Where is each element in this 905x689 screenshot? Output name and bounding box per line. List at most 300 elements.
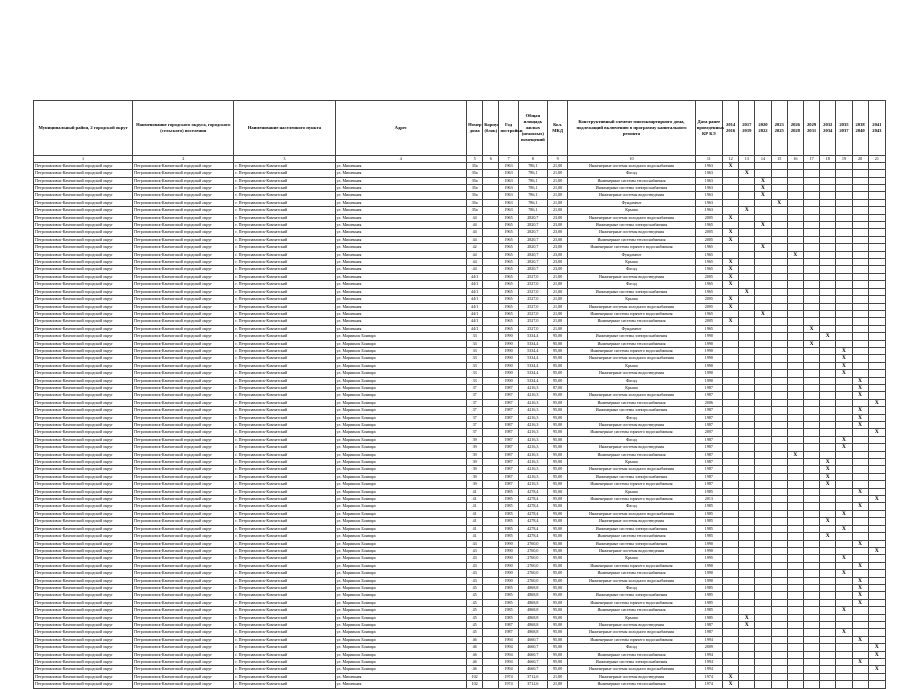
year-mark-cell: X	[820, 481, 836, 488]
year-mark-cell	[803, 547, 819, 554]
table-row	[34, 570, 886, 577]
table-cell: 4216,3	[518, 414, 547, 421]
table-row	[34, 518, 886, 525]
table-cell: Петропавловск-Камчатский городской округ	[133, 525, 234, 532]
year-mark-cell	[755, 525, 771, 532]
table-cell: г. Петропавловск-Камчатский	[234, 259, 335, 266]
table-cell: Петропавловск-Камчатский городской округ	[34, 577, 133, 584]
table-cell: 1990	[695, 377, 722, 384]
year-mark-cell	[852, 318, 868, 325]
table-cell: Фасад	[568, 644, 695, 651]
year-mark-cell	[787, 170, 803, 177]
table-cell: г. Петропавловск-Камчатский	[234, 473, 335, 480]
year-mark-cell	[771, 185, 787, 192]
year-mark-cell	[836, 451, 852, 458]
table-cell: 44/1	[467, 273, 483, 280]
year-mark-cell	[868, 325, 885, 332]
year-mark-cell	[820, 629, 836, 636]
year-mark-cell	[803, 422, 819, 429]
year-mark-cell	[755, 414, 771, 421]
table-cell: Петропавловск-Камчатский городской округ	[133, 607, 234, 614]
table-cell: 37	[467, 399, 483, 406]
table-cell: 33	[467, 340, 483, 347]
table-cell: Петропавловск-Камчатский городской округ	[34, 681, 133, 688]
year-mark-cell	[739, 259, 755, 266]
column-number: 21	[868, 156, 885, 163]
year-mark-cell	[755, 621, 771, 628]
table-row	[34, 236, 886, 243]
year-mark-cell	[820, 318, 836, 325]
year-mark-cell: X	[723, 236, 739, 243]
table-cell: г. Петропавловск-Камчатский	[234, 503, 335, 510]
year-mark-cell	[755, 651, 771, 658]
column-number: 15	[771, 156, 787, 163]
table-cell: Фундамент	[568, 251, 695, 258]
table-row	[34, 651, 886, 658]
table-cell: 1965	[499, 266, 518, 273]
table-cell: 39	[467, 451, 483, 458]
table-cell: 4216,3	[518, 473, 547, 480]
table-cell	[483, 459, 499, 466]
table-cell: 23,00	[548, 259, 568, 266]
table-cell	[483, 355, 499, 362]
table-cell: 95,00	[548, 333, 568, 340]
table-cell	[483, 503, 499, 510]
table-cell: Фасад	[568, 436, 695, 443]
year-mark-cell	[739, 281, 755, 288]
table-cell	[483, 614, 499, 621]
table-cell: Петропавловск-Камчатский городской округ	[34, 555, 133, 562]
year-mark-cell	[820, 162, 836, 169]
table-row	[34, 473, 886, 480]
table-cell: Инженерные системы электроснабжения	[568, 525, 695, 532]
year-mark-cell	[739, 199, 755, 206]
year-mark-cell	[803, 384, 819, 391]
year-mark-cell	[787, 570, 803, 577]
year-mark-cell	[803, 377, 819, 384]
table-cell: 1987	[499, 414, 518, 421]
table-cell: 37	[467, 392, 483, 399]
table-cell: 4868,8	[518, 607, 547, 614]
table-cell	[483, 185, 499, 192]
year-mark-cell	[787, 473, 803, 480]
year-mark-cell	[771, 629, 787, 636]
table-cell: 1965	[499, 244, 518, 251]
year-mark-cell	[803, 303, 819, 310]
year-mark-cell	[723, 651, 739, 658]
table-cell: 43	[467, 547, 483, 554]
table-cell: 4278,4	[518, 496, 547, 503]
table-cell: 95,00	[548, 540, 568, 547]
table-cell: 21,00	[548, 318, 568, 325]
table-cell: 4278,4	[518, 510, 547, 517]
table-cell: 1965	[499, 310, 518, 317]
year-mark-cell	[787, 666, 803, 673]
year-mark-cell	[755, 170, 771, 177]
year-mark-cell	[836, 273, 852, 280]
year-mark-cell: X	[868, 429, 885, 436]
year-mark-cell	[755, 607, 771, 614]
year-mark-cell	[787, 481, 803, 488]
table-cell: 1965	[499, 318, 518, 325]
table-cell: 1990	[695, 562, 722, 569]
year-mark-cell	[803, 244, 819, 251]
year-mark-cell: X	[723, 259, 739, 266]
table-cell: 2820,7	[518, 251, 547, 258]
table-cell: ул. Мишенная	[335, 229, 467, 236]
table-cell: Петропавловск-Камчатский городской округ	[34, 384, 133, 391]
table-cell	[483, 259, 499, 266]
table-row	[34, 266, 886, 273]
year-mark-cell	[868, 592, 885, 599]
table-cell: 44	[467, 222, 483, 229]
year-mark-cell	[771, 310, 787, 317]
table-cell: 37	[467, 414, 483, 421]
year-mark-cell	[820, 370, 836, 377]
year-mark-cell	[723, 570, 739, 577]
table-cell: Инженерные системы электроснабжения	[568, 473, 695, 480]
table-cell: ул. Мариинск Бонвара	[335, 533, 467, 540]
table-cell: 1994	[695, 659, 722, 666]
table-cell: 33	[467, 377, 483, 384]
table-cell: 95,00	[548, 570, 568, 577]
year-mark-cell	[787, 510, 803, 517]
column-number-row	[34, 156, 886, 163]
year-mark-cell: X	[852, 599, 868, 606]
table-cell	[483, 318, 499, 325]
year-mark-cell	[755, 666, 771, 673]
year-mark-cell	[787, 444, 803, 451]
table-cell: г. Петропавловск-Камчатский	[234, 599, 335, 606]
column-number: 11	[695, 156, 722, 163]
column-header: Дата ранее проведенных КР КЭ	[695, 101, 722, 156]
year-mark-cell	[820, 614, 836, 621]
year-mark-cell	[852, 370, 868, 377]
table-cell: г. Петропавловск-Камчатский	[234, 451, 335, 458]
year-mark-cell	[771, 570, 787, 577]
table-cell: 4868,8	[518, 584, 547, 591]
year-mark-cell	[755, 451, 771, 458]
table-cell	[483, 451, 499, 458]
table-cell: 1995	[695, 555, 722, 562]
year-mark-cell	[836, 592, 852, 599]
year-mark-cell	[803, 370, 819, 377]
year-mark-cell	[739, 318, 755, 325]
table-cell: 23,00	[548, 222, 568, 229]
year-mark-cell	[868, 459, 885, 466]
year-mark-cell	[755, 444, 771, 451]
table-cell: 95,00	[548, 459, 568, 466]
year-mark-cell	[868, 177, 885, 184]
year-mark-cell	[868, 577, 885, 584]
table-cell: 39	[467, 436, 483, 443]
year-mark-cell	[820, 266, 836, 273]
year-mark-cell	[852, 325, 868, 332]
table-cell: 2760,0	[518, 540, 547, 547]
table-cell: 95,00	[548, 496, 568, 503]
year-mark-cell	[868, 570, 885, 577]
table-cell: Петропавловск-Камчатский городской округ	[34, 207, 133, 214]
column-header: 2026 2028	[787, 101, 803, 156]
year-mark-cell	[820, 562, 836, 569]
table-cell: 1994	[695, 636, 722, 643]
table-cell: 1987	[695, 621, 722, 628]
year-mark-cell	[868, 510, 885, 517]
year-mark-cell	[852, 459, 868, 466]
table-cell: 1965	[499, 222, 518, 229]
year-mark-cell	[836, 185, 852, 192]
year-mark-cell	[739, 177, 755, 184]
table-cell: г. Петропавловск-Камчатский	[234, 444, 335, 451]
year-mark-cell	[836, 488, 852, 495]
table-cell: 1990	[695, 370, 722, 377]
table-cell: 95,00	[548, 577, 568, 584]
year-mark-cell	[787, 540, 803, 547]
year-mark-cell	[803, 429, 819, 436]
table-cell: Петропавловск-Камчатский городской округ	[34, 570, 133, 577]
year-mark-cell	[803, 347, 819, 354]
year-mark-cell	[771, 177, 787, 184]
year-mark-cell	[803, 607, 819, 614]
table-cell: 4216,3	[518, 407, 547, 414]
table-cell	[483, 192, 499, 199]
table-cell: ул. Мариинск Бонвара	[335, 347, 467, 354]
year-mark-cell	[739, 518, 755, 525]
year-mark-cell	[868, 540, 885, 547]
table-cell: Петропавловск-Камчатский городской округ	[133, 481, 234, 488]
year-mark-cell: X	[852, 659, 868, 666]
table-cell	[483, 414, 499, 421]
year-mark-cell	[739, 392, 755, 399]
table-cell: 4216,3	[518, 399, 547, 406]
year-mark-cell	[739, 273, 755, 280]
table-cell: ул. Мариинск Бонвара	[335, 592, 467, 599]
year-mark-cell	[852, 296, 868, 303]
table-cell	[483, 488, 499, 495]
year-mark-cell	[868, 296, 885, 303]
table-cell: Петропавловск-Камчатский городской округ	[133, 518, 234, 525]
table-cell: Крыша	[568, 296, 695, 303]
table-row	[34, 644, 886, 651]
table-cell: 1965	[499, 236, 518, 243]
year-mark-cell	[739, 555, 755, 562]
year-mark-cell	[723, 540, 739, 547]
year-mark-cell	[836, 547, 852, 554]
year-mark-cell	[787, 370, 803, 377]
year-mark-cell	[852, 192, 868, 199]
table-cell: 2005	[695, 214, 722, 221]
year-mark-cell	[803, 229, 819, 236]
table-cell: Инженерные системы теплоснабжения	[568, 681, 695, 688]
table-cell: ул. Мишенная	[335, 318, 467, 325]
table-cell: г. Петропавловск-Камчатский	[234, 547, 335, 554]
year-mark-cell	[755, 659, 771, 666]
table-cell: 1987	[499, 451, 518, 458]
table-cell: 44/1	[467, 296, 483, 303]
year-mark-cell	[787, 333, 803, 340]
table-cell: г. Петропавловск-Камчатский	[234, 303, 335, 310]
table-cell: Инженерные системы теплоснабжения	[568, 340, 695, 347]
table-cell: Петропавловск-Камчатский городской округ	[133, 310, 234, 317]
table-cell: 1963	[695, 170, 722, 177]
year-mark-cell: X	[820, 533, 836, 540]
table-cell: ул. Мишенная	[335, 273, 467, 280]
table-cell: Петропавловск-Камчатский городской округ	[133, 214, 234, 221]
table-cell: 1985	[695, 503, 722, 510]
column-number: 5	[467, 156, 483, 163]
year-mark-cell	[820, 644, 836, 651]
table-cell	[483, 370, 499, 377]
table-cell: Петропавловск-Камчатский городской округ	[34, 510, 133, 517]
table-row	[34, 444, 886, 451]
year-mark-cell	[868, 621, 885, 628]
year-mark-cell	[787, 422, 803, 429]
table-cell: 1990	[695, 540, 722, 547]
year-mark-cell	[852, 399, 868, 406]
table-cell: 1985	[499, 525, 518, 532]
year-mark-cell	[868, 392, 885, 399]
table-cell: 1963	[499, 162, 518, 169]
table-cell: 23,00	[548, 266, 568, 273]
year-mark-cell	[852, 621, 868, 628]
year-mark-cell	[852, 436, 868, 443]
table-cell: 45	[467, 614, 483, 621]
table-cell: Петропавловск-Камчатский городской округ	[133, 407, 234, 414]
column-number: 17	[803, 156, 819, 163]
table-cell: 44	[467, 229, 483, 236]
table-cell: 1987	[499, 384, 518, 391]
table-cell	[483, 407, 499, 414]
table-cell: 1965	[499, 251, 518, 258]
table-cell: 4868,8	[518, 621, 547, 628]
year-mark-cell: X	[755, 222, 771, 229]
table-cell: Петропавловск-Камчатский городской округ	[133, 644, 234, 651]
table-cell: Инженерные системы холодного водоснабжения	[568, 510, 695, 517]
year-mark-cell	[868, 533, 885, 540]
year-mark-cell	[836, 659, 852, 666]
year-mark-cell	[820, 673, 836, 680]
year-mark-cell	[755, 459, 771, 466]
table-cell: 1963	[695, 192, 722, 199]
year-mark-cell	[820, 496, 836, 503]
table-cell: 786,1	[518, 177, 547, 184]
year-mark-cell: X	[739, 614, 755, 621]
year-mark-cell: X	[723, 273, 739, 280]
table-cell: 1974	[499, 681, 518, 688]
year-mark-cell	[836, 236, 852, 243]
year-mark-cell	[755, 436, 771, 443]
table-cell: Петропавловск-Камчатский городской округ	[34, 303, 133, 310]
table-cell: 4868,8	[518, 614, 547, 621]
year-mark-cell	[836, 325, 852, 332]
year-mark-cell	[803, 570, 819, 577]
table-cell: 4278,4	[518, 518, 547, 525]
year-mark-cell: X	[852, 422, 868, 429]
table-cell	[483, 496, 499, 503]
table-cell: Петропавловск-Камчатский городской округ	[133, 296, 234, 303]
year-mark-cell: X	[836, 510, 852, 517]
year-mark-cell	[739, 451, 755, 458]
year-mark-cell	[820, 177, 836, 184]
table-cell: г. Петропавловск-Камчатский	[234, 436, 335, 443]
table-cell: г. Петропавловск-Камчатский	[234, 229, 335, 236]
year-mark-cell	[723, 444, 739, 451]
year-mark-cell	[739, 296, 755, 303]
table-row	[34, 162, 886, 169]
table-cell: г. Петропавловск-Камчатский	[234, 659, 335, 666]
table-cell: Петропавловск-Камчатский городской округ	[133, 229, 234, 236]
year-mark-cell	[852, 533, 868, 540]
year-mark-cell	[803, 562, 819, 569]
table-cell: ул. Мишенная	[335, 214, 467, 221]
table-cell: Петропавловск-Камчатский городской округ	[133, 444, 234, 451]
year-mark-cell	[739, 607, 755, 614]
table-cell: 21,00	[548, 281, 568, 288]
year-mark-cell	[852, 244, 868, 251]
table-cell	[483, 570, 499, 577]
table-cell: г. Петропавловск-Камчатский	[234, 629, 335, 636]
column-header: 2038 2040	[852, 101, 868, 156]
year-mark-cell	[868, 170, 885, 177]
table-cell: Фасад	[568, 503, 695, 510]
table-cell: 95,00	[548, 362, 568, 369]
table-row	[34, 488, 886, 495]
table-cell: Петропавловск-Камчатский городской округ	[34, 525, 133, 532]
year-mark-cell	[803, 681, 819, 688]
year-mark-cell	[755, 466, 771, 473]
table-cell: Петропавловск-Камчатский городской округ	[34, 281, 133, 288]
table-cell: Инженерные системы водоотведения	[568, 229, 695, 236]
year-mark-cell	[868, 303, 885, 310]
year-mark-cell	[868, 436, 885, 443]
table-row	[34, 222, 886, 229]
table-cell: ул. Мишенная	[335, 266, 467, 273]
table-cell: 46	[467, 644, 483, 651]
table-cell: 1990	[499, 362, 518, 369]
year-mark-cell	[771, 562, 787, 569]
year-mark-cell	[836, 496, 852, 503]
table-cell: г. Петропавловск-Камчатский	[234, 370, 335, 377]
year-mark-cell	[755, 303, 771, 310]
year-mark-cell	[755, 333, 771, 340]
year-mark-cell	[787, 659, 803, 666]
table-cell: 1994	[695, 651, 722, 658]
year-mark-cell	[820, 185, 836, 192]
year-mark-cell	[820, 377, 836, 384]
year-mark-cell	[868, 481, 885, 488]
table-cell: ул. Мариинск Бонвара	[335, 466, 467, 473]
table-cell: 786,1	[518, 162, 547, 169]
year-mark-cell	[723, 473, 739, 480]
table-cell: 3712,6	[518, 681, 547, 688]
table-cell: Инженерные системы горячего водоснабжения	[568, 429, 695, 436]
table-cell: Инженерные системы теплоснабжения	[568, 533, 695, 540]
year-mark-cell	[787, 340, 803, 347]
table-cell: Петропавловск-Камчатский городской округ	[34, 162, 133, 169]
year-mark-cell: X	[836, 629, 852, 636]
table-row	[34, 333, 886, 340]
table-cell: 1990	[499, 355, 518, 362]
table-cell: Петропавловск-Камчатский городской округ	[34, 296, 133, 303]
year-mark-cell	[739, 644, 755, 651]
table-cell: 1963	[695, 185, 722, 192]
table-row	[34, 481, 886, 488]
table-cell: 1963	[499, 170, 518, 177]
table-cell: Петропавловск-Камчатский городской округ	[133, 377, 234, 384]
table-cell: Инженерные системы горячего водоснабжения	[568, 599, 695, 606]
table-cell: 46	[467, 636, 483, 643]
table-cell: 95,00	[548, 629, 568, 636]
